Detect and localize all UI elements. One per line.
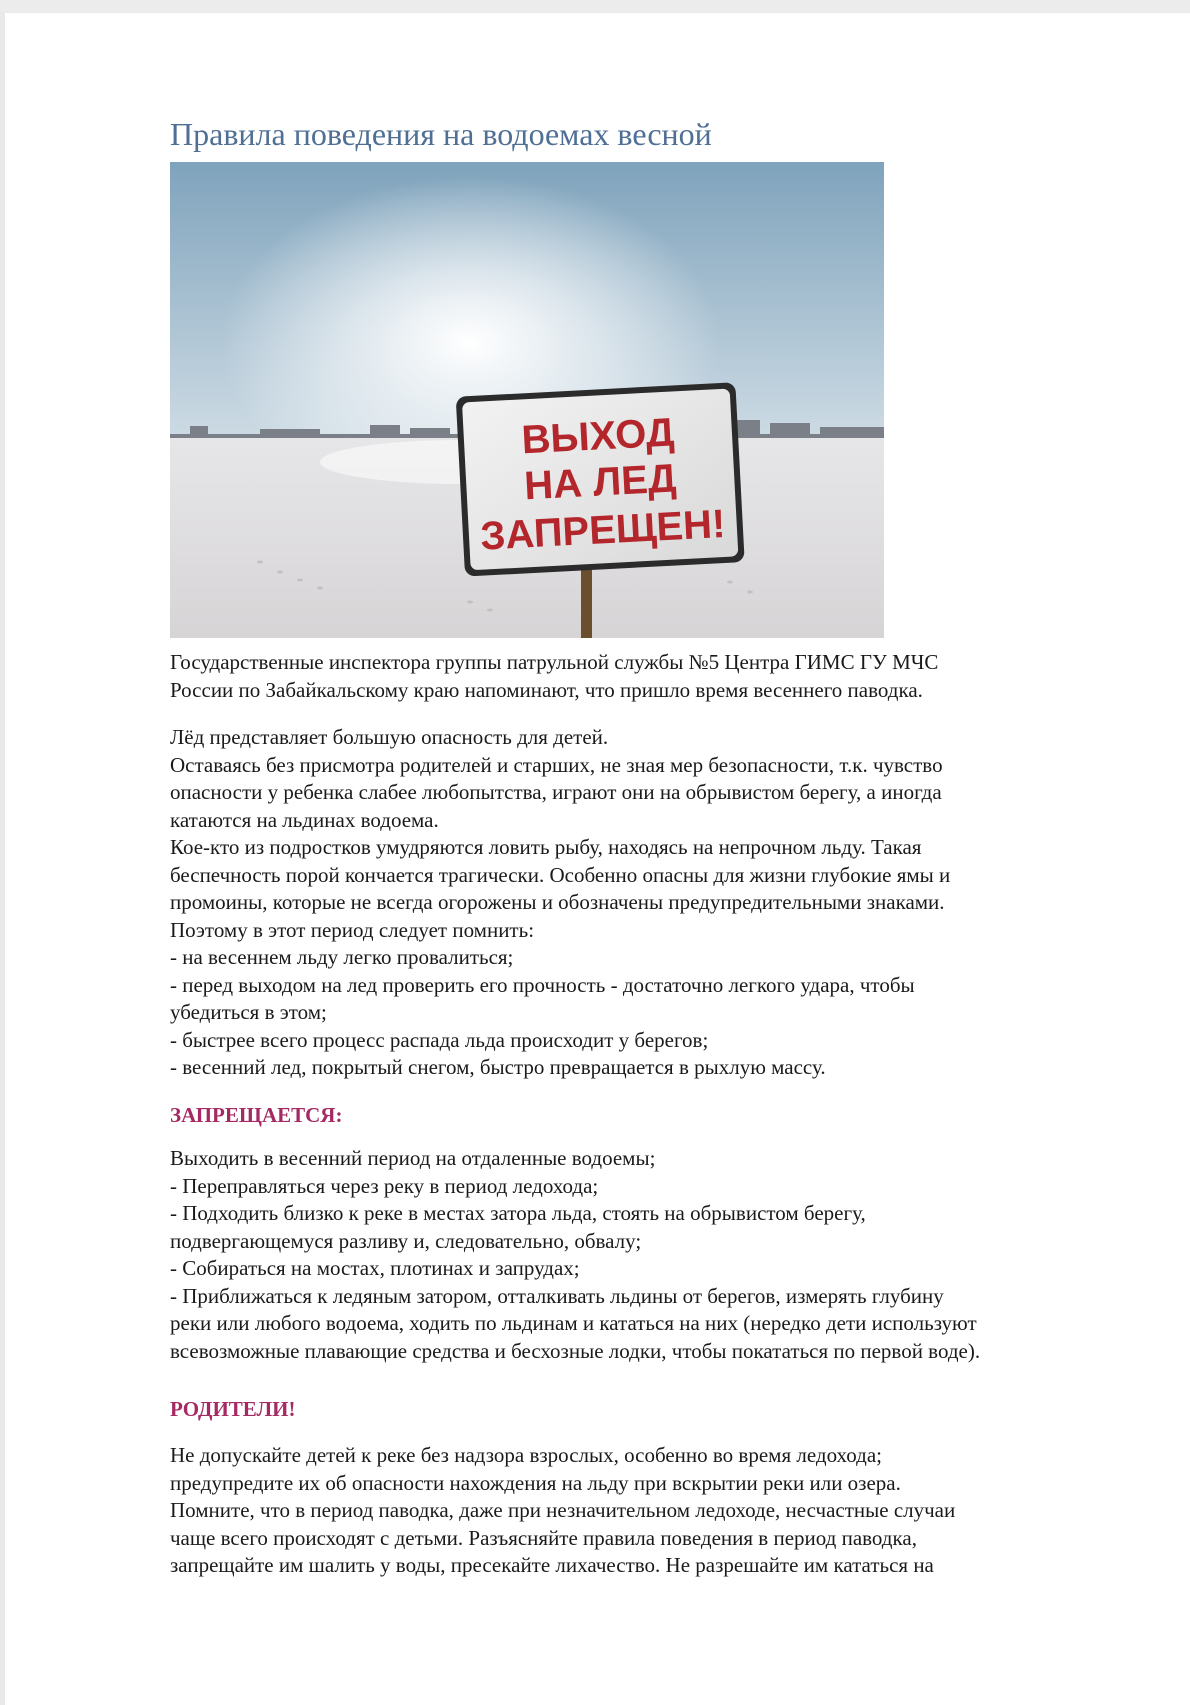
text-line: России по Забайкальскому краю напоминают, что пришло время весеннего паводка. [170,677,923,702]
sign-text-line3: ЗАПРЕЩЕН! [479,501,727,559]
text-line: убедиться в этом; [170,1000,327,1024]
text-line: промоины, которые не всегда огорожены и обозначены предупредительными знаками. [170,890,945,914]
text-line: Лёд представляет большую опасность для детей. [170,725,609,749]
text-line: Поэтому в этот период следует помнить: [170,917,535,942]
danger-paragraph [170,724,1120,1082]
text-line: катаются на льдинах водоема. [170,807,439,832]
text-line: - весенний лед, покрытый снегом, быстро превращается в рыхлую массу. [170,1055,826,1079]
text-line: опасности у ребенка слабее любопытства, играют они на обрывистом берегу, а иногда [170,780,942,804]
photo-no-ice-sign [170,162,884,638]
sign-text-line1: ВЫХОД [520,410,676,463]
text-line: запрещайте им шалить у воды, пресекайте лихачество. Не разрешайте им кататься на [170,1553,934,1577]
intro-paragraph [170,649,1120,704]
page-title: Правила поведения на водоемах весной [170,116,712,152]
viewer-top-edge [0,0,1190,12]
text-line: чаще всего происходят с детьми. Разъясняйте правила поведения в период паводка, [170,1525,917,1550]
parents-heading: РОДИТЕЛИ! [170,1397,296,1421]
text-line: - перед выходом на лед проверить его прочность - достаточно легкого удара, чтобы [170,972,915,997]
text-line: всевозможные плавающие средства и бесхозные лодки, чтобы покататься по первой воде). [170,1338,981,1363]
text-line: Помните, что в период паводка, даже при незначительном ледоходе, несчастные случаи [170,1498,956,1522]
text-line: Кое-кто из подростков умудряются ловить рыбу, находясь на непрочном льду. Такая [170,835,922,859]
parents-paragraph [170,1442,1120,1580]
text-line: - быстрее всего процесс распада льда происходит у берегов; [170,1027,709,1052]
text-line: - Подходить близко к реке в местах затора льда, стоять на обрывистом берегу, [170,1201,866,1225]
text-line: Государственные инспектора группы патрульной службы №5 Центра ГИМС ГУ МЧС [170,650,939,674]
text-line: реки или любого водоема, ходить по льдинам и кататься на них (нередко дети используют [170,1311,977,1335]
sign-text-line2: НА ЛЕД [523,456,678,509]
text-line: Оставаясь без присмотра родителей и старших, не зная мер безопасности, т.к. чувство [170,752,943,777]
prohibited-heading: ЗАПРЕЩАЕТСЯ: [170,1103,343,1127]
text-line: предупредите их об опасности нахождения на льду при вскрытии реки или озера. [170,1470,901,1495]
text-line: - Переправляться через реку в период ледохода; [170,1173,599,1198]
text-line: Не допускайте детей к реке без надзора взрослых, особенно во время ледохода; [170,1443,882,1467]
text-line: - на весеннем льду легко провалиться; [170,945,514,969]
text-line: - Приближаться к ледяным затором, отталкивать льдины от берегов, измерять глубину [170,1283,944,1308]
text-line: беспечность порой кончается трагически. Особенно опасны для жизни глубокие ямы и [170,862,951,887]
prohibited-paragraph [170,1145,1120,1365]
text-line: - Собираться на мостах, плотинах и запрудах; [170,1256,580,1280]
text-line: Выходить в весенний период на отдаленные водоемы; [170,1146,656,1170]
text-line: подвергающемуся разливу и, следовательно, обвалу; [170,1228,642,1253]
